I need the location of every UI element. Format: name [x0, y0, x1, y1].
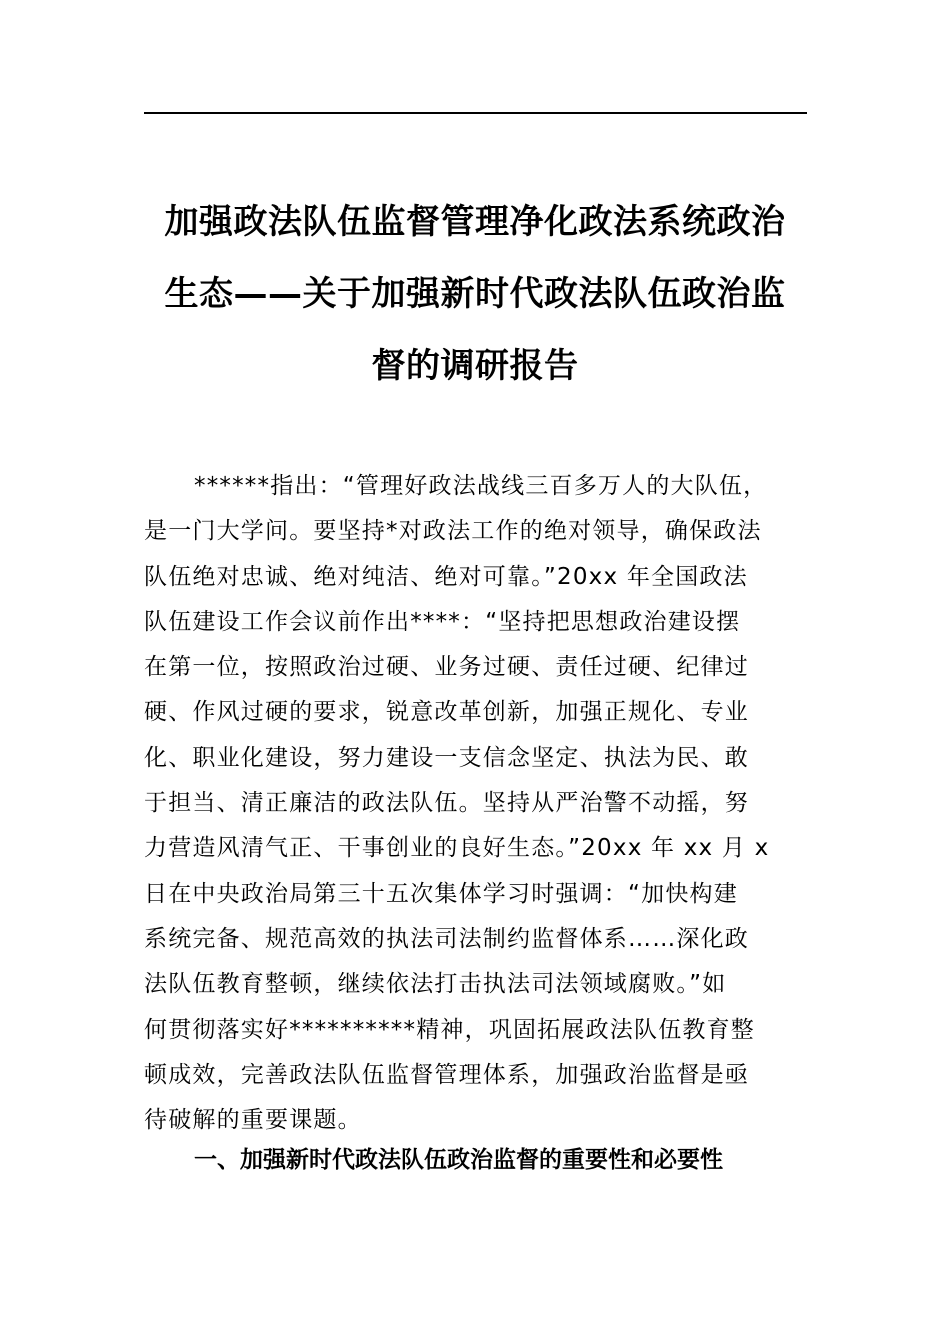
paragraph-line: 在第一位，按照政治过硬、业务过硬、责任过硬、纪律过: [144, 654, 749, 681]
paragraph-line: 法队伍教育整顿，继续依法打击执法司法领域腐败。”如: [144, 971, 727, 998]
paragraph-line: 顿成效，完善政法队伍监督管理体系，加强政治监督是亟: [144, 1061, 749, 1088]
title-line: 生态——关于加强新时代政法队伍政治监: [164, 274, 786, 314]
paragraph-line: 何贯彻落实好**********精神，巩固拓展政法队伍教育整: [144, 1016, 755, 1043]
title-line: 加强政法队伍监督管理净化政法系统政治: [164, 202, 786, 242]
document-title: [150, 186, 800, 402]
paragraph-line: ******指出：“管理好政法战线三百多万人的大队伍，: [194, 473, 768, 499]
intro-paragraph: [144, 464, 808, 1143]
paragraph-line: 待破解的重要课题。: [144, 1107, 362, 1134]
paragraph-line: 队伍建设工作会议前作出****：“坚持把思想政治建设摆: [144, 608, 741, 635]
paragraph-line: 是一门大学问。要坚持*对政法工作的绝对领导，确保政法: [144, 518, 762, 545]
paragraph-line: 日在中央政治局第三十五次集体学习时强调：“加快构建: [144, 880, 738, 907]
paragraph-line: 系统完备、规范高效的执法司法制约监督体系……深化政: [144, 925, 749, 952]
paragraph-line: 化、职业化建设，努力建设一支信念坚定、执法为民、敢: [144, 744, 749, 771]
header-rule: [144, 112, 807, 114]
paragraph-line: 硬、作风过硬的要求，锐意改革创新，加强正规化、专业: [144, 699, 749, 726]
paragraph-line: 队伍绝对忠诚、绝对纯洁、绝对可靠。”20xx 年全国政法: [144, 563, 748, 590]
paragraph-line: 力营造风清气正、干事创业的良好生态。”20xx 年 xx 月 x: [144, 835, 770, 862]
title-line: 督的调研报告: [371, 346, 579, 386]
paragraph-line: 于担当、清正廉洁的政法队伍。坚持从严治警不动摇，努: [144, 790, 749, 817]
section-heading: 一、加强新时代政法队伍政治监督的重要性和必要性: [194, 1147, 723, 1173]
